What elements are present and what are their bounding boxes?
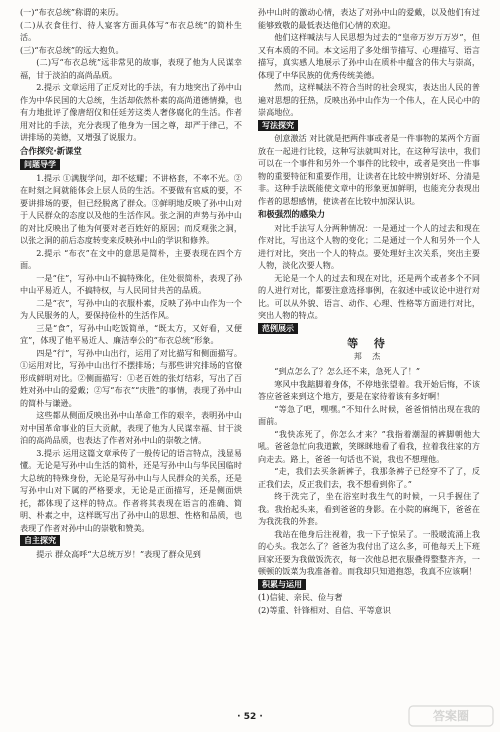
essay-para-7: 我站在他身后注视着，我一下子惊呆了。一股暖流涌上我的心头。我怎么了？爸爸为我付出了这么多，可他每天上下班回家还要为我做饭洗衣，每一次他总把衣服叠得整整齐齐，一顿顿的饭菜为我准备着。而我却只知道抱怨，我真不应该啊！ (258, 528, 480, 576)
left-column (20, 6, 242, 560)
apply-item-2: (2)等重、针锋相对、自信、平等意识 (258, 604, 391, 615)
answer-2-summary: 这些都从侧面反映出孙中山革命工作的艰辛，表明孙中山对中国革命事业的巨大贡献，表现了他为人民谋幸福、甘于淡泊的高尚品质，也表达了作者对孙中山的崇敬之情。 (20, 410, 242, 445)
intro-line-2: (二)从衣食住行、待人宴客方面具体写“布衣总统”的简朴生活。 (20, 19, 242, 42)
subsection-label-problems: 问题导学 (20, 159, 60, 170)
watermark-text: 答案圈 (432, 709, 470, 723)
subsection-label-apply: 积累与运用 (258, 579, 306, 590)
self-study-text: 提示 群众高呼“大总统万岁！”表现了群众见到 (36, 548, 201, 559)
essay-para-4: “我快冻死了，你怎么才来？”我指着潮湿的裤脚朝他大吼。爸爸急忙向我道歉，笑眯眯地看了看我，拉着我往家的方向走去。路上，爸爸一句话也不说，我也不想理他。 (258, 428, 480, 464)
writing-intro: 创意激活 对比就是把两件事或者是一件事物的某两个方面放在一起进行比较，这种写法就叫对比，在这种写法中，我们可以在一个事件和另外一个事件的比较中，或者是突出一件事物的重要特征和重要作用，让读者在比较中辨别好坏、分清是非。这种手法既能使文章中的形象更加鲜明，也能充分表现出作者的思想感情，使读者在比较中加深认识。 (258, 133, 480, 206)
paragraph-3: 然而，这样喊法不符合当时的社会现实，表达出人民的普遍对思想的狂热，反映出孙中山作为一个伟人，在人民心中的崇高地位。 (258, 82, 480, 117)
intro-line-3: (三)“布衣总统”的远大抱负。 (20, 44, 124, 55)
essay-para-5: “走，我们去买条新裤子，我那条裤子已经穿不了了，反正我们去，反正我们去，我不想看到你了。” (258, 466, 480, 489)
section-title: 合作探究·新课堂 (20, 145, 82, 156)
page-number: · 52 · (237, 712, 263, 722)
essay-para-1: “到点怎么了？怎么还不来，急死人了！” (274, 366, 421, 376)
answer-2-point-1: 一是“住”，写孙中山不搞特殊化，住处很简朴，表现了孙中山平易近人，不搞特权，与人民同甘共苦的品质。 (20, 272, 242, 295)
essay-para-3: “等急了吧，嘿嘿。”不知什么时候，爸爸悄悄出现在我的面前。 (258, 403, 480, 426)
answer-2-point-3: 三是“食”，写孙中山吃饭简单，“既太方，又好看，又便宜”，体现了他平易近人、廉洁奉公的“布衣总统”形象。 (20, 322, 242, 345)
answer-2-intro: 2.提示 “布衣”在文中的意思是简朴，主要表现在四个方面。 (20, 247, 242, 270)
continued-text: 孙中山时的激动心情，表达了对孙中山的爱戴，以及他们有过能够致敬的最低表达他们心情的欢迎。 (258, 7, 480, 30)
essay-title: 等 待 (347, 337, 391, 350)
answer-3: 3.提示 运用这篇文章承传了一般传记的语言特点，浅显易懂。无论是写孙中山生活的简朴，还是写孙中山与华民国临时大总统的特殊身份，无论是写孙中山与人民群众的关系，还是写孙中山对下属的严格要求，无论是正面描写，还是侧面烘托，都体现了这样的特点。作者将其表现在语言的准确、简明、朴素之中，这样既写出了孙中山的思想、性格和品质，也表现了作者对孙中山的崇敬和赞美。 (20, 447, 242, 533)
essay-author: 邦 杰 (353, 351, 385, 361)
paragraph-2: 他们这样喊法与人民思想为过去的“皇帝万岁万万岁”，但又有本质的不同。本文运用了多处细节描写、心理描写、语言描写，真实感人地展示了孙中山在质朴中蕴含的伟大与崇高，体现了中华民族的优秀传统美德。 (258, 32, 480, 80)
intro-line-1: (一)“布衣总统”称谓的来历。 (20, 7, 124, 17)
essay-para-2: 寒风中我踮脚着身体，不停地张望着。我开始后悔，不该答应爸爸来到这个地方，要是在家待着该有多好啊！ (258, 378, 480, 401)
answer-2-point-2: 二是“衣”，写孙中山的衣服朴素，反映了孙中山作为一个为人民服务的人，要保持俭朴的生活作风。 (20, 297, 242, 320)
apply-item-1: (1)信徒、亲民、俭与奢 (258, 592, 343, 602)
master-title: 和极强烈的感染力 (258, 209, 325, 219)
right-column (258, 6, 480, 616)
intro-line-4: (二)写“布衣总统”远非常见的故事，表现了他为人民谋幸福，甘于淡泊的高尚品质。 (20, 57, 242, 80)
master-text-2: 无论是一个人的过去和现在对比，还是两个或者多个不同的人进行对比，都要注意选择事例，在叙述中或议论中进行对比。可以从外貌、语言、动作、心理、性格等方面进行对比，突出人物的特点。 (258, 272, 480, 320)
subsection-label-writing: 写法探究 (258, 120, 298, 131)
essay-para-6: 终于洗完了，坐在浴室时我生气的时候，一只手握住了我。我抬起头来，看到爸爸的身影。在小院的麻绳下，爸爸在为我洗我的外套。 (258, 491, 480, 526)
answer-1: 1.提示 ①满腹学问，却不炫耀；不讲格套，不率不光。②在时刻之间就能体会上层人员的生活。不要做有官威的要，不要讲排场的要，但已经脱离了群众。③鲜明地反映了孙中山对于人民群众的态度以及他的生活作风。张之洞的声势与孙中山的对比反映出了他为何要对老百姓好的原因；而反观张之洞，以张之洞的前后态度转变来反映孙中山的学识和修养。 (20, 172, 242, 245)
subsection-label-self: 自主探究 (20, 535, 60, 546)
master-text-1: 对比手法写人分两种情况：一是通过一个人的过去和现在作对比，写出这个人物的变化；二是通过一个人和另外一个人进行对比，突出一个人的特点。要处理好主次关系，突出主要人物，淡化次要人物。 (258, 222, 480, 270)
subsection-label-example: 范例展示 (258, 323, 298, 334)
watermark-logo-icon (408, 704, 494, 728)
answer-2: 2.提示 文章运用了正反对比的手法，有力地突出了孙中山作为中华民国的大总统，生活却依然朴素的高尚道德情操，也有力地批评了像唐绍仪和任廷芳这类人奢侈腐化的生活。作者用对比的手法，充分表现了他身为一国之尊，却严于律己，不讲排场的美德，又增强了说服力。 (20, 82, 242, 142)
answer-2-point-4: 四是“行”，写孙中山出行，运用了对比描写和侧面描写。①运用对比，写孙中山出行不摆排场；与那些讲究排场的官僚形成鲜明对比。②侧面描写：①老百姓的张灯结彩，写出了百姓对孙中山的爱戴；②写“布衣”“庆胜”的事情，表现了孙中山的简朴与谦逊。 (20, 347, 242, 408)
